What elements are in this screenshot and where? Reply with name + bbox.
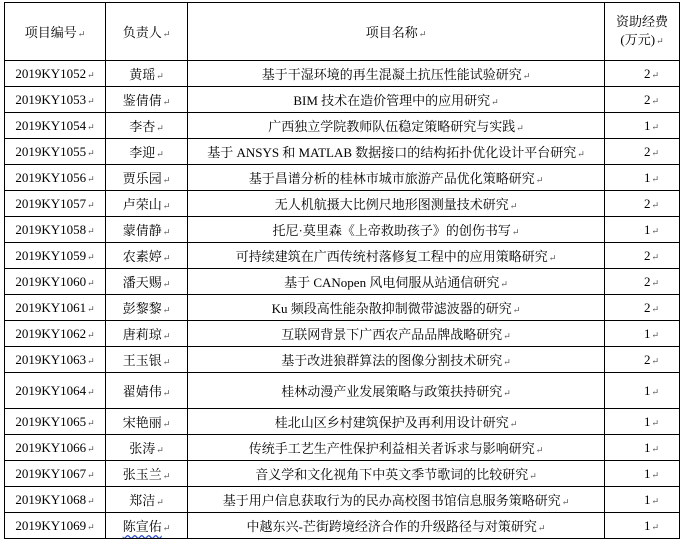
paragraph-mark: ↵ [162,357,171,367]
cell-person [106,113,188,139]
table-row [5,243,680,269]
paragraph-mark: ↵ [87,251,95,262]
cell-project-code [5,487,106,513]
cell-project-code [5,243,106,269]
cell-person-text: 黄瑶 [129,67,156,82]
cell-person-text: 卢荣山 [122,197,162,212]
cell-project-name [188,243,605,269]
cell-person-text: 张涛 [129,441,156,456]
paragraph-mark: ↵ [503,357,511,367]
cell-project-code [5,191,106,217]
paragraph-mark: ↵ [87,121,95,132]
paragraph-mark: ↵ [509,419,518,429]
table-row [5,513,680,539]
cell-project-code-text: 2019KY1053 [15,91,87,107]
cell-project-code [5,217,106,243]
table-row [5,165,680,191]
paragraph-mark: ↵ [529,471,537,481]
table-row [5,191,680,217]
cell-project-code-text: 2019KY1061 [15,299,87,315]
cell-project-code-text: 2019KY1063 [15,351,87,367]
cell-person [106,191,188,217]
cell-funding [605,191,680,217]
cell-project-name-text: 桂林动漫产业发展策略与政策扶持研究 [281,384,503,399]
cell-person-text: 蒙倩静 [122,223,162,238]
paragraph-mark: ↵ [651,69,659,80]
cell-person [106,139,188,165]
cell-project-name-text: 音义学和文化视角下中英文季节歌词的比较研究 [255,467,529,482]
cell-funding [605,409,680,435]
paragraph-mark: ↵ [651,121,659,132]
cell-person [106,347,188,373]
cell-person-text: 陈宣佑 [122,519,162,534]
paragraph-mark: ↵ [162,227,171,237]
table-row [5,435,680,461]
cell-project-code-text: 2019KY1069 [15,517,87,533]
paragraph-mark: ↵ [87,469,95,480]
header-project-name: 项目名称↵ [188,3,605,61]
cell-project-code-text: 2019KY1064 [15,382,87,398]
table-row [5,139,680,165]
cell-person [106,487,188,513]
paragraph-mark: ↵ [651,225,659,236]
cell-project-name [188,191,605,217]
paragraph-mark: ↵ [156,123,164,133]
cell-project-name-text: 基于改进狼群算法的图像分割技术研究 [281,353,503,368]
paragraph-mark: ↵ [651,386,659,397]
cell-project-code [5,373,106,409]
header-funding [605,3,680,61]
header-person: 负责人↵ [106,3,188,61]
cell-project-name-text: 无人机航摄大比例尺地形图测量技术研究 [274,197,509,212]
header-funding-line2: (万元)↵ [620,32,664,47]
cell-funding [605,165,680,191]
table-row [5,87,680,113]
paragraph-mark: ↵ [162,331,171,341]
paragraph-mark: ↵ [561,497,570,507]
cell-funding-text: 2 [643,91,651,107]
cell-project-name-text: 托尼·莫里森《上帝救助孩子》的创伤书写 [272,223,511,238]
paragraph-mark: ↵ [87,355,95,366]
cell-person-text: 鉴倩倩 [122,93,162,108]
paragraph-mark: ↵ [651,355,659,366]
cell-project-code-text: 2019KY1056 [15,169,87,185]
cell-project-name-text: 基于昌谱分析的桂林市城市旅游产品优化策略研究 [248,171,535,186]
table-header-row [5,3,680,61]
paragraph-mark: ↵ [162,419,171,429]
cell-project-name-text: 基于 CANopen 风电伺服从站通信研究 [284,275,500,290]
cell-funding [605,217,680,243]
paragraph-mark: ↵ [651,277,659,288]
cell-project-code-text: 2019KY1052 [15,65,87,81]
cell-funding-text: 2 [643,143,651,159]
paragraph-mark: ↵ [87,225,95,236]
table-row [5,217,680,243]
paragraph-mark: ↵ [162,523,171,533]
paragraph-mark: ↵ [87,417,95,428]
paragraph-mark: ↵ [535,175,544,185]
cell-person [106,87,188,113]
cell-project-name [188,435,605,461]
paragraph-mark: ↵ [87,69,95,80]
cell-funding [605,243,680,269]
table-row [5,409,680,435]
cell-project-code-text: 2019KY1068 [15,491,87,507]
cell-funding [605,113,680,139]
cell-funding [605,61,680,87]
cell-project-name [188,487,605,513]
cell-project-name-text: 基于用户信息获取行为的民办高校图书馆信息服务策略研究 [222,493,561,508]
cell-project-name-text: Ku 频段高性能杂散抑制微带滤波器的研究 [271,301,512,316]
paragraph-mark: ↵ [651,199,659,210]
cell-project-code-text: 2019KY1055 [15,143,87,159]
paragraph-mark: ↵ [503,388,511,398]
cell-project-code [5,113,106,139]
cell-project-code [5,321,106,347]
cell-funding-text: 1 [643,465,651,481]
paragraph-mark: ↵ [535,445,544,455]
table-row [5,373,680,409]
cell-project-name-text: 互联网背景下广西农产品品牌战略研究 [281,327,503,342]
table-row [5,347,680,373]
cell-person [106,513,188,539]
paragraph-mark: ↵ [516,123,524,133]
cell-funding [605,373,680,409]
table-row [5,295,680,321]
cell-person [106,373,188,409]
cell-funding-text: 2 [643,65,651,81]
cell-funding-text: 1 [643,382,651,398]
paragraph-mark: ↵ [162,388,171,398]
paragraph-mark: ↵ [156,445,164,455]
table-row [5,461,680,487]
paragraph-mark: ↵ [162,279,171,289]
table-row [5,113,680,139]
cell-funding [605,139,680,165]
cell-funding-text: 2 [643,195,651,211]
cell-person [106,165,188,191]
cell-project-name [188,295,605,321]
cell-project-name [188,217,605,243]
cell-project-code [5,513,106,539]
cell-person-text: 张玉兰 [122,467,162,482]
paragraph-mark: ↵ [162,201,171,211]
cell-project-code [5,61,106,87]
cell-project-name [188,321,605,347]
cell-project-name [188,165,605,191]
cell-person-text: 农素婷 [122,249,162,264]
paragraph-mark: ↵ [156,497,164,507]
cell-person-text: 王玉银 [122,353,162,368]
cell-person-text: 李杏 [129,119,156,134]
table-row [5,487,680,513]
cell-person-text: 翟婧伟 [122,384,162,399]
table-row [5,269,680,295]
paragraph-mark: ↵ [87,495,95,506]
cell-person [106,61,188,87]
cell-funding [605,461,680,487]
cell-project-name [188,347,605,373]
cell-funding-text: 1 [643,491,651,507]
cell-person [106,435,188,461]
cell-person-text: 贾乐园 [122,171,162,186]
paragraph-mark: ↵ [162,97,171,107]
paragraph-mark: ↵ [651,417,659,428]
cell-project-name-text: 广西独立学院教师队伍稳定策略研究与实践 [268,119,516,134]
cell-project-name [188,113,605,139]
paragraph-mark: ↵ [503,331,511,341]
cell-funding [605,513,680,539]
cell-project-code-text: 2019KY1062 [15,325,87,341]
cell-project-name-text: 基于干湿环境的再生混凝土抗压性能试验研究 [261,67,522,82]
cell-person [106,217,188,243]
cell-person-text: 李迎 [129,145,156,160]
cell-project-code-text: 2019KY1065 [15,413,87,429]
cell-project-code [5,269,106,295]
cell-project-code-text: 2019KY1054 [15,117,87,133]
cell-funding [605,487,680,513]
paragraph-mark: ↵ [651,147,659,158]
cell-funding [605,295,680,321]
cell-project-name [188,61,605,87]
project-funding-table [4,2,680,539]
paragraph-mark: ↵ [156,149,164,159]
cell-funding-text: 2 [643,273,651,289]
cell-project-code [5,347,106,373]
paragraph-mark: ↵ [491,97,499,107]
cell-project-code [5,295,106,321]
cell-project-code [5,409,106,435]
paragraph-mark: ↵ [87,173,95,184]
cell-person-text: 唐莉琼 [122,327,162,342]
paragraph-mark: ↵ [651,303,659,314]
paragraph-mark: ↵ [651,329,659,340]
paragraph-mark: ↵ [87,147,95,158]
cell-project-name [188,269,605,295]
cell-project-name [188,409,605,435]
paragraph-mark: ↵ [651,469,659,480]
cell-person [106,269,188,295]
cell-funding-text: 2 [643,299,651,315]
paragraph-mark: ↵ [500,279,508,289]
cell-person [106,461,188,487]
cell-project-code [5,165,106,191]
cell-funding-text: 1 [643,325,651,341]
cell-person [106,321,188,347]
paragraph-mark: ↵ [87,521,95,532]
paragraph-mark: ↵ [87,277,95,288]
cell-project-code [5,435,106,461]
paragraph-mark: ↵ [548,253,557,263]
paragraph-mark: ↵ [156,71,164,81]
paragraph-mark: ↵ [87,303,95,314]
cell-project-name [188,139,605,165]
paragraph-mark: ↵ [87,95,95,106]
cell-funding [605,321,680,347]
cell-funding-text: 1 [643,169,651,185]
paragraph-mark: ↵ [511,227,520,237]
cell-project-code-text: 2019KY1066 [15,439,87,455]
table-row [5,61,680,87]
cell-funding-text: 1 [643,517,651,533]
cell-person [106,295,188,321]
cell-project-code [5,139,106,165]
paragraph-mark: ↵ [651,251,659,262]
cell-funding [605,269,680,295]
cell-funding-text: 1 [643,413,651,429]
cell-funding [605,87,680,113]
cell-project-code-text: 2019KY1058 [15,221,87,237]
paragraph-mark: ↵ [651,173,659,184]
cell-project-code-text: 2019KY1067 [15,465,87,481]
paragraph-mark: ↵ [651,95,659,106]
cell-person-text: 彭黎黎 [122,301,162,316]
cell-person-text: 郑洁 [129,493,156,508]
cell-project-code-text: 2019KY1057 [15,195,87,211]
table-row [5,321,680,347]
paragraph-mark: ↵ [651,495,659,506]
cell-person [106,243,188,269]
paragraph-mark: ↵ [87,329,95,340]
cell-project-name-text: 可持续建筑在广西传统村落修复工程中的应用策略研究 [235,249,548,264]
paragraph-mark: ↵ [162,305,171,315]
paragraph-mark: ↵ [87,199,95,210]
paragraph-mark: ↵ [87,386,95,397]
cell-funding-text: 1 [643,221,651,237]
cell-project-name [188,461,605,487]
paragraph-mark: ↵ [522,71,531,81]
cell-project-name [188,513,605,539]
cell-project-name [188,87,605,113]
paragraph-mark: ↵ [512,305,521,315]
paragraph-mark: ↵ [509,201,518,211]
cell-funding-text: 1 [643,439,651,455]
cell-project-code [5,461,106,487]
table-wrapper [4,2,680,539]
paragraph-mark: ↵ [162,253,171,263]
table-body [5,61,680,539]
cell-project-name-text: 传统手工艺生产性保护利益相关者诉求与影响研究 [248,441,535,456]
cell-project-code-text: 2019KY1060 [15,273,87,289]
paragraph-mark: ↵ [162,471,171,481]
cell-funding-text: 2 [643,247,651,263]
cell-funding-text: 1 [643,117,651,133]
cell-funding [605,435,680,461]
paragraph-mark: ↵ [577,149,585,159]
cell-project-name-text: 桂北山区乡村建筑保护及再利用设计研究 [274,415,509,430]
paragraph-mark: ↵ [651,521,659,532]
cell-person-text: 宋艳丽 [122,415,162,430]
paragraph-mark: ↵ [537,523,546,533]
paragraph-mark: ↵ [87,443,95,454]
cell-project-name-text: BIM 技术在造价管理中的应用研究 [293,93,491,108]
header-code: 项目编号↵ [5,3,106,61]
cell-project-code [5,87,106,113]
header-funding-line1: 资助经费 [615,14,668,29]
paragraph-mark: ↵ [651,443,659,454]
paragraph-mark: ↵ [162,175,171,185]
cell-person-text: 潘天赐 [122,275,162,290]
cell-funding-text: 2 [643,351,651,367]
cell-project-code-text: 2019KY1059 [15,247,87,263]
cell-project-name-text: 中越东兴-芒街跨境经济合作的升级路径与对策研究 [246,519,537,534]
cell-project-name [188,373,605,409]
cell-person [106,409,188,435]
cell-project-name-text: 基于 ANSYS 和 MATLAB 数据接口的结构拓扑优化设计平台研究 [207,145,577,160]
cell-funding [605,347,680,373]
